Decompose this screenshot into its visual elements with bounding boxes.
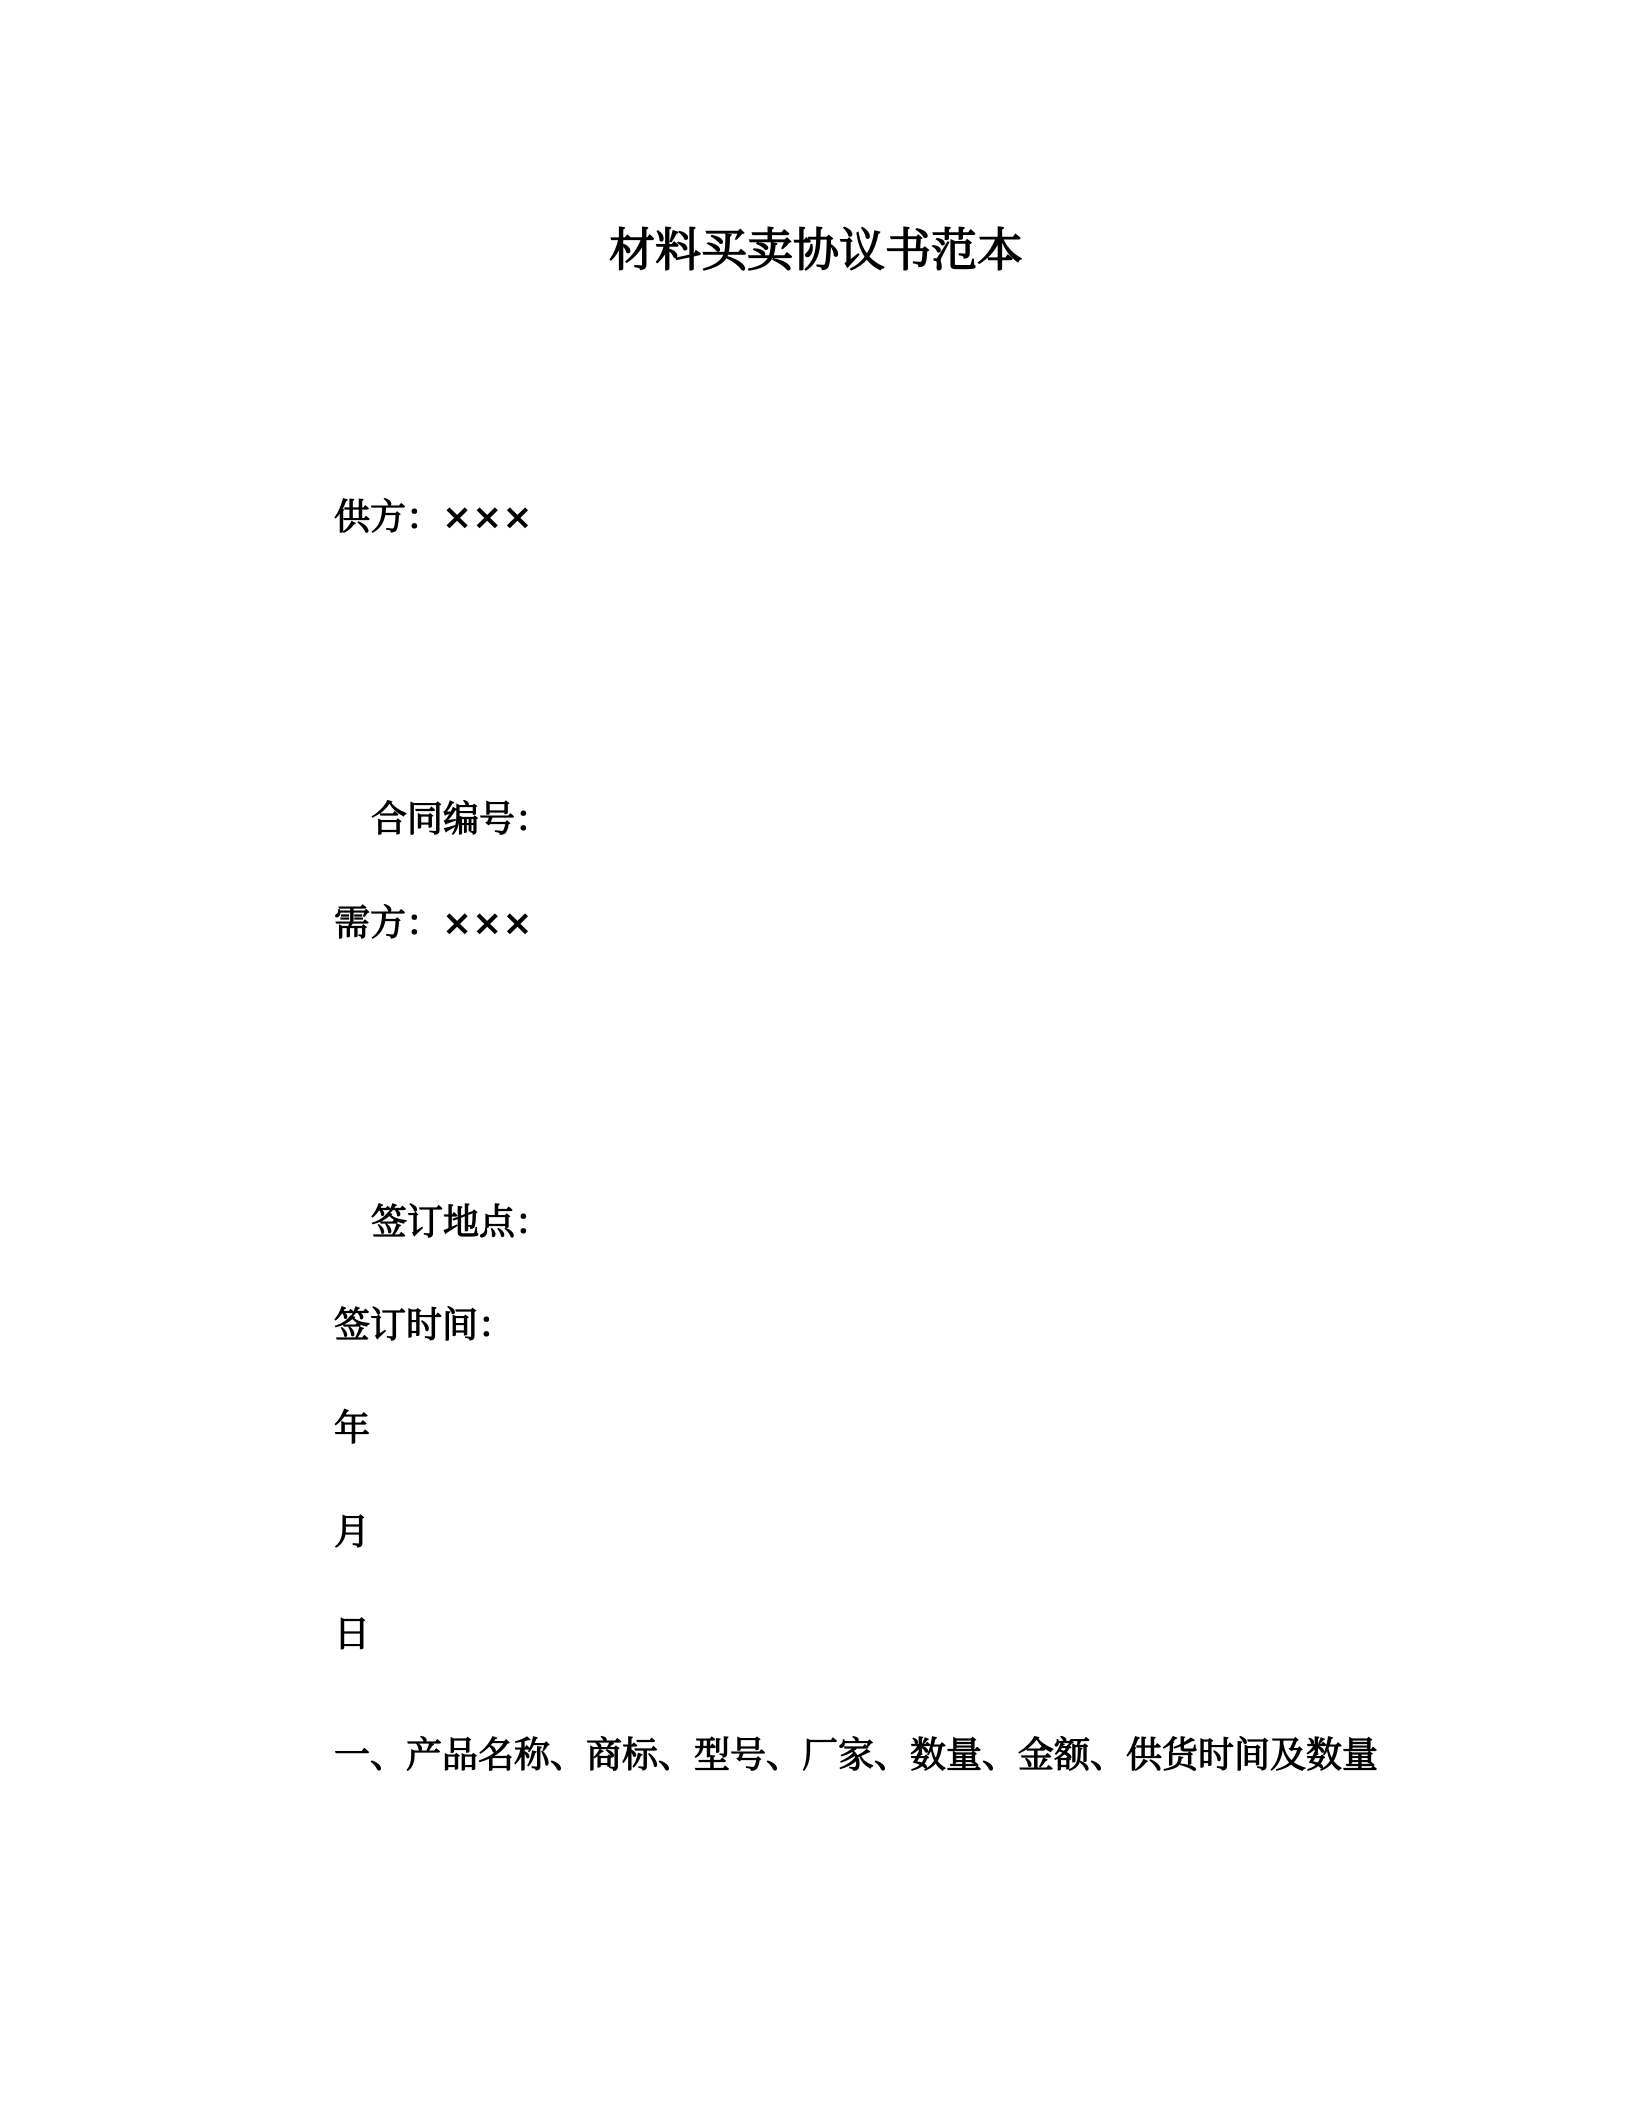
year-label: 年 [334, 1408, 371, 1449]
signing-place-line: 签订地点： [371, 1202, 552, 1243]
section-1-heading: 一、产品名称、商标、型号、厂家、数量、金额、供货时间及数量 [334, 1735, 1379, 1776]
supplier-line: 供方：××× [334, 497, 533, 538]
month-label: 月 [334, 1512, 371, 1553]
day-label: 日 [334, 1614, 371, 1655]
signing-time-line: 签订时间： [334, 1305, 515, 1346]
contract-number-line: 合同编号： [371, 799, 552, 840]
document-title: 材料买卖协议书范本 [609, 223, 1023, 277]
buyer-line: 需方：××× [334, 903, 533, 944]
